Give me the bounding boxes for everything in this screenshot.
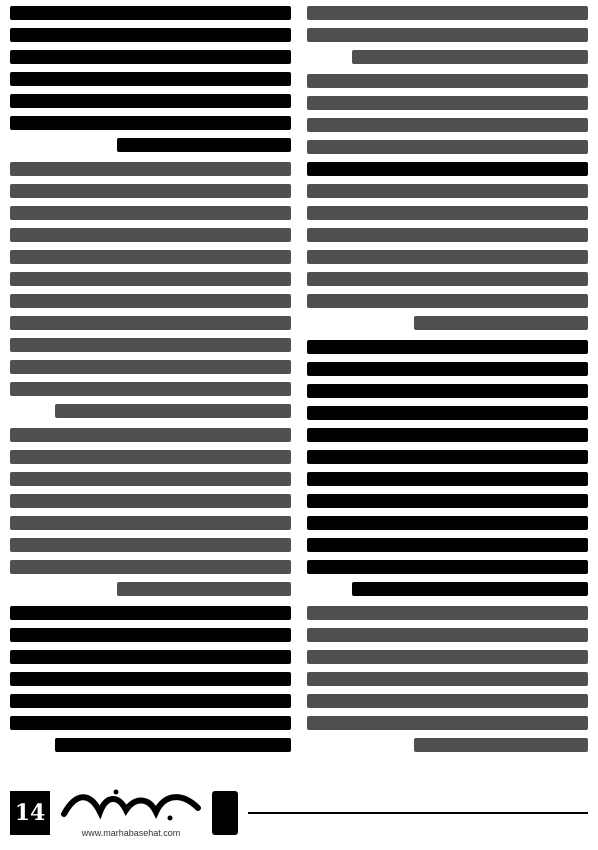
article-column-left <box>10 6 291 778</box>
paragraph <box>10 428 291 596</box>
paragraph <box>307 6 588 64</box>
paragraph <box>307 340 588 596</box>
paragraph <box>10 162 291 418</box>
page-footer <box>10 782 588 844</box>
masthead <box>56 784 206 842</box>
article-columns <box>10 6 588 778</box>
article-column-right <box>307 6 588 778</box>
website-url: www.marhabasehat.com <box>81 828 181 838</box>
paragraph <box>307 606 588 752</box>
issue-date-band <box>212 791 238 835</box>
magazine-logo <box>56 784 206 824</box>
page-number: 14 <box>10 791 50 835</box>
paragraph <box>10 6 291 152</box>
paragraph <box>307 74 588 330</box>
paragraph <box>10 606 291 752</box>
footer-divider <box>248 812 588 814</box>
